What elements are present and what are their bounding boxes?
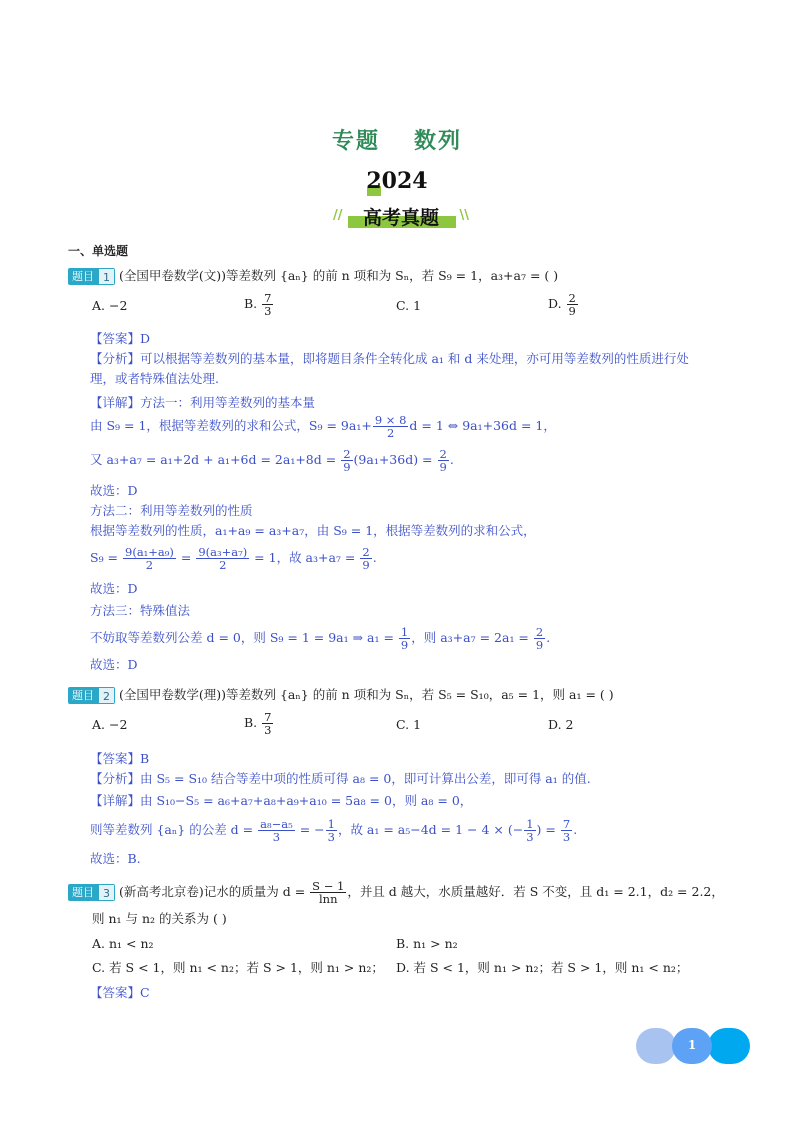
title-topic: 专题 bbox=[331, 129, 380, 154]
page-title bbox=[0, 124, 794, 155]
page-number: 1 bbox=[687, 1038, 697, 1052]
q2-option-a: A. −2 bbox=[92, 717, 128, 732]
banner-text: 高考真题 bbox=[362, 207, 439, 229]
q3-option-d: D. 若 S < 1，则 n₁ > n₂；若 S > 1，则 n₁ < n₂； bbox=[396, 960, 689, 975]
q1-detail-line2: 又 a₃+a₇ = a₁+2d + a₁+6d = 2a₁+8d = $\frac{2}{9}$ (9a₁+36d) = $\frac{2}{9}$ . bbox=[90, 447, 454, 474]
q1-method2-line1: 根据等差数列的性质，a₁+a₉ = a₃+a₇，由 S₉ = 1，根据等差数列的求和公式， bbox=[90, 523, 536, 538]
banner-slash-right: \\ bbox=[459, 208, 469, 223]
q3-option-a: A. n₁ < n₂ bbox=[92, 936, 154, 951]
q3-option-c: C. 若 S < 1，则 n₁ < n₂；若 S > 1，则 n₁ > n₂； bbox=[92, 960, 384, 975]
q1-answer: 【答案】D bbox=[90, 331, 151, 346]
q1-option-d: D. $\frac{2}{9}$ bbox=[548, 291, 576, 318]
q2-source: (全国甲卷数学(理)) bbox=[118, 687, 226, 702]
q3-source: (新高考北京卷) bbox=[118, 884, 204, 899]
year-label: 2024 bbox=[366, 168, 428, 194]
q2-text: 等差数列 {aₙ} 的前 n 项和为 Sₙ，若 S₅ = S₁₀，a₅ = 1，则 a₁ = ( ) bbox=[226, 687, 614, 702]
q1-detail-line1: 由 S₉ = 1，根据等差数列的求和公式，S₉ = 9a₁+ $\frac{9 \times 8}{2}$ d = 1 ⇔ 9a₁+36d = 1， bbox=[90, 413, 556, 440]
q1-analysis-2: 理，或者特殊值法处理. bbox=[90, 371, 219, 386]
q2-tag: 题目 2 bbox=[68, 687, 115, 704]
section-heading: 一、单选题 bbox=[68, 244, 129, 258]
q1-method2-heading: 方法二：利用等差数列的性质 bbox=[90, 503, 253, 518]
banner-slash-left: // bbox=[333, 208, 343, 223]
q1-stem bbox=[68, 267, 558, 285]
q1-option-a: A. −2 bbox=[92, 298, 128, 313]
q1-text: 等差数列 {aₙ} 的前 n 项和为 Sₙ，若 S₉ = 1，a₃+a₇ = ( ) bbox=[226, 268, 559, 283]
q1-option-c: C. 1 bbox=[396, 298, 422, 313]
q1-method2-line2: S₉ = $\frac{\text{9(a₁+a₉)}}{2}$ = $\frac{\text{9(a₃+a₇)}}{2}$ = 1，故 a₃+a₇ = $\frac{2}{9}$ . bbox=[90, 545, 377, 572]
q1-tag: 题目 1 bbox=[68, 268, 115, 285]
q2-detail-line2: 则等差数列 {aₙ} 的公差 d = $\frac{\text{a₈−a₅}}{3}$ = − $\frac{1}{3}$ ，故 a₁ = a₅−4d = 1 − 4 × (− $\frac{1}{3}$ ) = $\frac{7}{3}$ . bbox=[90, 817, 578, 844]
q2-detail: 【详解】由 S₁₀−S₅ = a₆+a₇+a₈+a₉+a₁₀ = 5a₈ = 0，则 a₈ = 0， bbox=[90, 793, 473, 808]
q3-option-b: B. n₁ > n₂ bbox=[396, 936, 458, 951]
q3-answer: 【答案】C bbox=[90, 985, 150, 1000]
page-badge-right bbox=[708, 1028, 750, 1064]
q1-method3-heading: 方法三：特殊值法 bbox=[90, 603, 191, 618]
q2-stem bbox=[68, 686, 614, 704]
q3-stem-2: 则 n₁ 与 n₂ 的关系为 ( ) bbox=[92, 911, 227, 926]
page-badge-left bbox=[636, 1028, 676, 1064]
q1-detail-heading: 【详解】方法一：利用等差数列的基本量 bbox=[90, 395, 316, 410]
q1-choose-3: 故选：D bbox=[90, 657, 138, 672]
q1-choose-1: 故选：D bbox=[90, 483, 138, 498]
q2-choose: 故选：B. bbox=[90, 851, 141, 866]
q2-answer: 【答案】B bbox=[90, 751, 150, 766]
title-subject: 数列 bbox=[414, 129, 463, 154]
q2-option-c: C. 1 bbox=[396, 717, 422, 732]
q3-stem: 题目 3 (新高考北京卷)记水的质量为 d = $\frac{S - 1}{\ln n}$ ，并且 d 越大，水质量越好．若 S 不变，且 d₁ = 2.1，d₂ = 2.2， bbox=[68, 880, 724, 905]
q1-analysis-1: 【分析】可以根据等差数列的基本量，即将题目条件全转化成 a₁ 和 d 来处理，亦可用等差数列的性质进行处 bbox=[90, 351, 689, 366]
q2-option-d: D. 2 bbox=[548, 717, 574, 732]
q1-method3-line1: 不妨取等差数列公差 d = 0，则 S₉ = 1 = 9a₁ ⇒ a₁ = $\frac{1}{9}$ ，则 a₃+a₇ = 2a₁ = $\frac{2}{9}$ . bbox=[90, 625, 551, 652]
banner bbox=[333, 202, 469, 230]
q1-choose-2: 故选：D bbox=[90, 581, 138, 596]
q3-tag: 题目 3 bbox=[68, 884, 115, 901]
q1-option-b: B. $\frac{7}{3}$ bbox=[244, 291, 272, 318]
q1-source: (全国甲卷数学(文)) bbox=[118, 268, 226, 283]
q2-analysis: 【分析】由 S₅ = S₁₀ 结合等差中项的性质可得 a₈ = 0，即可计算出公差，即可得 a₁ 的值. bbox=[90, 771, 591, 786]
q2-option-b: B. $\frac{7}{3}$ bbox=[244, 710, 272, 737]
